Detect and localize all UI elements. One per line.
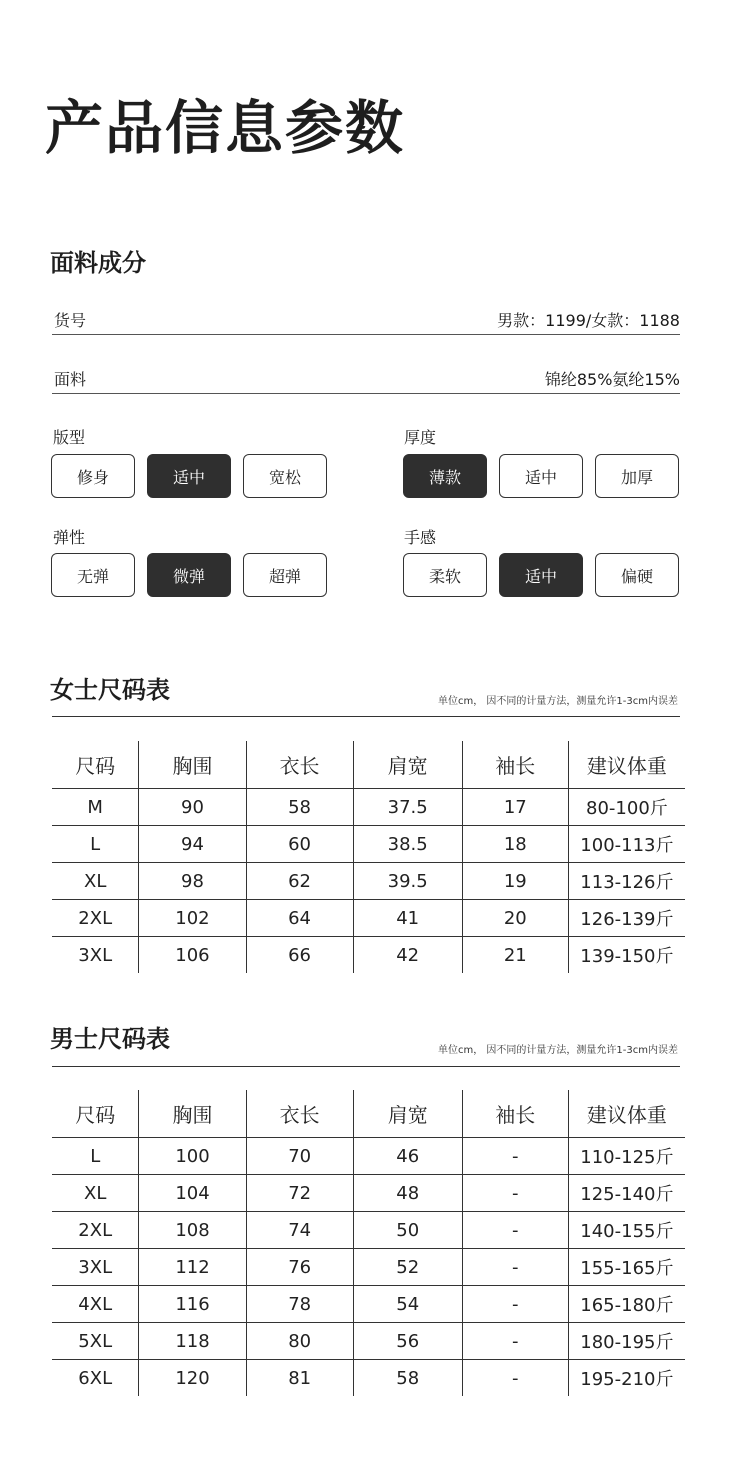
table-row bbox=[52, 1286, 685, 1323]
cell-chest: 118 bbox=[139, 1323, 246, 1360]
cell-chest: 104 bbox=[139, 1175, 246, 1212]
cell-length: 66 bbox=[246, 937, 353, 974]
cell-size: 3XL bbox=[52, 1249, 139, 1286]
cell-chest: 90 bbox=[139, 789, 246, 826]
hand-feel-options bbox=[403, 553, 679, 597]
cell-weight: 139-150斤 bbox=[568, 937, 685, 974]
cell-sleeve: - bbox=[462, 1249, 568, 1286]
women-title-divider bbox=[52, 716, 680, 717]
table-row bbox=[52, 1323, 685, 1360]
women-size-note: 单位cm， 因不同的计量方法，测量允许1-3cm内误差 bbox=[438, 696, 678, 707]
header-length: 衣长 bbox=[246, 741, 353, 789]
fit-options bbox=[51, 454, 327, 498]
cell-chest: 100 bbox=[139, 1138, 246, 1175]
cell-sleeve: - bbox=[462, 1175, 568, 1212]
cell-shoulder: 39.5 bbox=[353, 863, 462, 900]
cell-sleeve: 21 bbox=[462, 937, 568, 974]
cell-weight: 125-140斤 bbox=[568, 1175, 685, 1212]
cell-shoulder: 52 bbox=[353, 1249, 462, 1286]
cell-size: 5XL bbox=[52, 1323, 139, 1360]
cell-sleeve: - bbox=[462, 1360, 568, 1397]
cell-size: XL bbox=[52, 1175, 139, 1212]
item-number-row bbox=[52, 308, 680, 335]
header-sleeve: 袖长 bbox=[462, 741, 568, 789]
hand-feel-option-medium[interactable]: 适中 bbox=[499, 553, 583, 597]
cell-chest: 94 bbox=[139, 826, 246, 863]
cell-chest: 112 bbox=[139, 1249, 246, 1286]
header-chest: 胸围 bbox=[139, 741, 246, 789]
cell-chest: 102 bbox=[139, 900, 246, 937]
cell-shoulder: 54 bbox=[353, 1286, 462, 1323]
cell-chest: 98 bbox=[139, 863, 246, 900]
cell-weight: 110-125斤 bbox=[568, 1138, 685, 1175]
item-number-value: 男款：1199/女款：1188 bbox=[497, 311, 680, 330]
cell-length: 72 bbox=[246, 1175, 353, 1212]
cell-chest: 116 bbox=[139, 1286, 246, 1323]
cell-weight: 165-180斤 bbox=[568, 1286, 685, 1323]
header-weight: 建议体重 bbox=[568, 741, 685, 789]
fit-option-regular[interactable]: 适中 bbox=[147, 454, 231, 498]
cell-weight: 100-113斤 bbox=[568, 826, 685, 863]
cell-shoulder: 50 bbox=[353, 1212, 462, 1249]
header-size: 尺码 bbox=[52, 1090, 139, 1138]
cell-length: 70 bbox=[246, 1138, 353, 1175]
cell-weight: 180-195斤 bbox=[568, 1323, 685, 1360]
cell-size: 2XL bbox=[52, 900, 139, 937]
cell-shoulder: 56 bbox=[353, 1323, 462, 1360]
cell-size: M bbox=[52, 789, 139, 826]
cell-sleeve: - bbox=[462, 1323, 568, 1360]
cell-chest: 120 bbox=[139, 1360, 246, 1397]
thickness-option-thin[interactable]: 薄款 bbox=[403, 454, 487, 498]
men-size-note: 单位cm， 因不同的计量方法，测量允许1-3cm内误差 bbox=[438, 1045, 678, 1056]
cell-sleeve: 18 bbox=[462, 826, 568, 863]
table-row bbox=[52, 863, 685, 900]
cell-length: 80 bbox=[246, 1323, 353, 1360]
hand-feel-label: 手感 bbox=[404, 528, 437, 547]
elasticity-label: 弹性 bbox=[53, 528, 86, 547]
cell-shoulder: 41 bbox=[353, 900, 462, 937]
cell-size: 4XL bbox=[52, 1286, 139, 1323]
cell-sleeve: - bbox=[462, 1286, 568, 1323]
header-length: 衣长 bbox=[246, 1090, 353, 1138]
cell-length: 76 bbox=[246, 1249, 353, 1286]
cell-sleeve: 20 bbox=[462, 900, 568, 937]
cell-size: L bbox=[52, 1138, 139, 1175]
header-weight: 建议体重 bbox=[568, 1090, 685, 1138]
header-size: 尺码 bbox=[52, 741, 139, 789]
table-row bbox=[52, 1249, 685, 1286]
elasticity-option-high[interactable]: 超弹 bbox=[243, 553, 327, 597]
hand-feel-option-hard[interactable]: 偏硬 bbox=[595, 553, 679, 597]
cell-length: 58 bbox=[246, 789, 353, 826]
cell-length: 62 bbox=[246, 863, 353, 900]
table-row bbox=[52, 1212, 685, 1249]
cell-weight: 113-126斤 bbox=[568, 863, 685, 900]
table-row bbox=[52, 1360, 685, 1397]
elasticity-option-none[interactable]: 无弹 bbox=[51, 553, 135, 597]
elasticity-options bbox=[51, 553, 327, 597]
table-row bbox=[52, 900, 685, 937]
cell-chest: 106 bbox=[139, 937, 246, 974]
hand-feel-option-soft[interactable]: 柔软 bbox=[403, 553, 487, 597]
fit-option-loose[interactable]: 宽松 bbox=[243, 454, 327, 498]
men-size-title: 男士尺码表 bbox=[50, 1025, 170, 1053]
header-sleeve: 袖长 bbox=[462, 1090, 568, 1138]
men-title-divider bbox=[52, 1066, 680, 1067]
thickness-label: 厚度 bbox=[404, 428, 437, 447]
women-size-title: 女士尺码表 bbox=[50, 676, 170, 704]
cell-weight: 155-165斤 bbox=[568, 1249, 685, 1286]
fabric-value: 锦纶85%氨纶15% bbox=[544, 370, 680, 389]
table-row bbox=[52, 937, 685, 974]
cell-shoulder: 48 bbox=[353, 1175, 462, 1212]
women-size-table bbox=[52, 741, 685, 973]
cell-shoulder: 37.5 bbox=[353, 789, 462, 826]
cell-size: 3XL bbox=[78, 944, 113, 966]
cell-length: 74 bbox=[246, 1212, 353, 1249]
table-row bbox=[52, 1175, 685, 1212]
fit-label: 版型 bbox=[53, 428, 86, 447]
cell-length: 60 bbox=[246, 826, 353, 863]
cell-length: 81 bbox=[246, 1360, 353, 1397]
cell-weight: 140-155斤 bbox=[568, 1212, 685, 1249]
table-row bbox=[52, 826, 685, 863]
thickness-option-thick[interactable]: 加厚 bbox=[595, 454, 679, 498]
item-number-label: 货号 bbox=[54, 311, 87, 330]
table-header-row bbox=[52, 1090, 685, 1138]
cell-size: 2XL bbox=[52, 1212, 139, 1249]
cell-sleeve: 19 bbox=[462, 863, 568, 900]
fit-option-slim[interactable]: 修身 bbox=[51, 454, 135, 498]
cell-size: L bbox=[52, 826, 139, 863]
header-chest: 胸围 bbox=[139, 1090, 246, 1138]
cell-size: XL bbox=[52, 863, 139, 900]
header-shoulder: 肩宽 bbox=[353, 1090, 462, 1138]
cell-weight: 195-210斤 bbox=[568, 1360, 685, 1397]
fabric-section-title: 面料成分 bbox=[50, 249, 146, 277]
thickness-option-medium[interactable]: 适中 bbox=[499, 454, 583, 498]
table-header-row bbox=[52, 741, 685, 789]
page-title: 产品信息参数 bbox=[45, 94, 406, 162]
table-row bbox=[52, 1138, 685, 1175]
table-row bbox=[52, 789, 685, 826]
cell-size: 6XL bbox=[78, 1367, 113, 1389]
cell-sleeve: 17 bbox=[462, 789, 568, 826]
men-size-table bbox=[52, 1090, 685, 1396]
cell-weight: 126-139斤 bbox=[568, 900, 685, 937]
cell-weight: 80-100斤 bbox=[568, 789, 685, 826]
cell-length: 64 bbox=[246, 900, 353, 937]
cell-length: 78 bbox=[246, 1286, 353, 1323]
header-shoulder: 肩宽 bbox=[353, 741, 462, 789]
cell-sleeve: - bbox=[462, 1212, 568, 1249]
cell-shoulder: 38.5 bbox=[353, 826, 462, 863]
thickness-options bbox=[403, 454, 679, 498]
cell-sleeve: - bbox=[462, 1138, 568, 1175]
cell-shoulder: 42 bbox=[353, 937, 462, 974]
fabric-row bbox=[52, 367, 680, 394]
cell-chest: 108 bbox=[139, 1212, 246, 1249]
fabric-label: 面料 bbox=[54, 370, 87, 389]
cell-shoulder: 46 bbox=[353, 1138, 462, 1175]
elasticity-option-slight[interactable]: 微弹 bbox=[147, 553, 231, 597]
cell-shoulder: 58 bbox=[353, 1360, 462, 1397]
